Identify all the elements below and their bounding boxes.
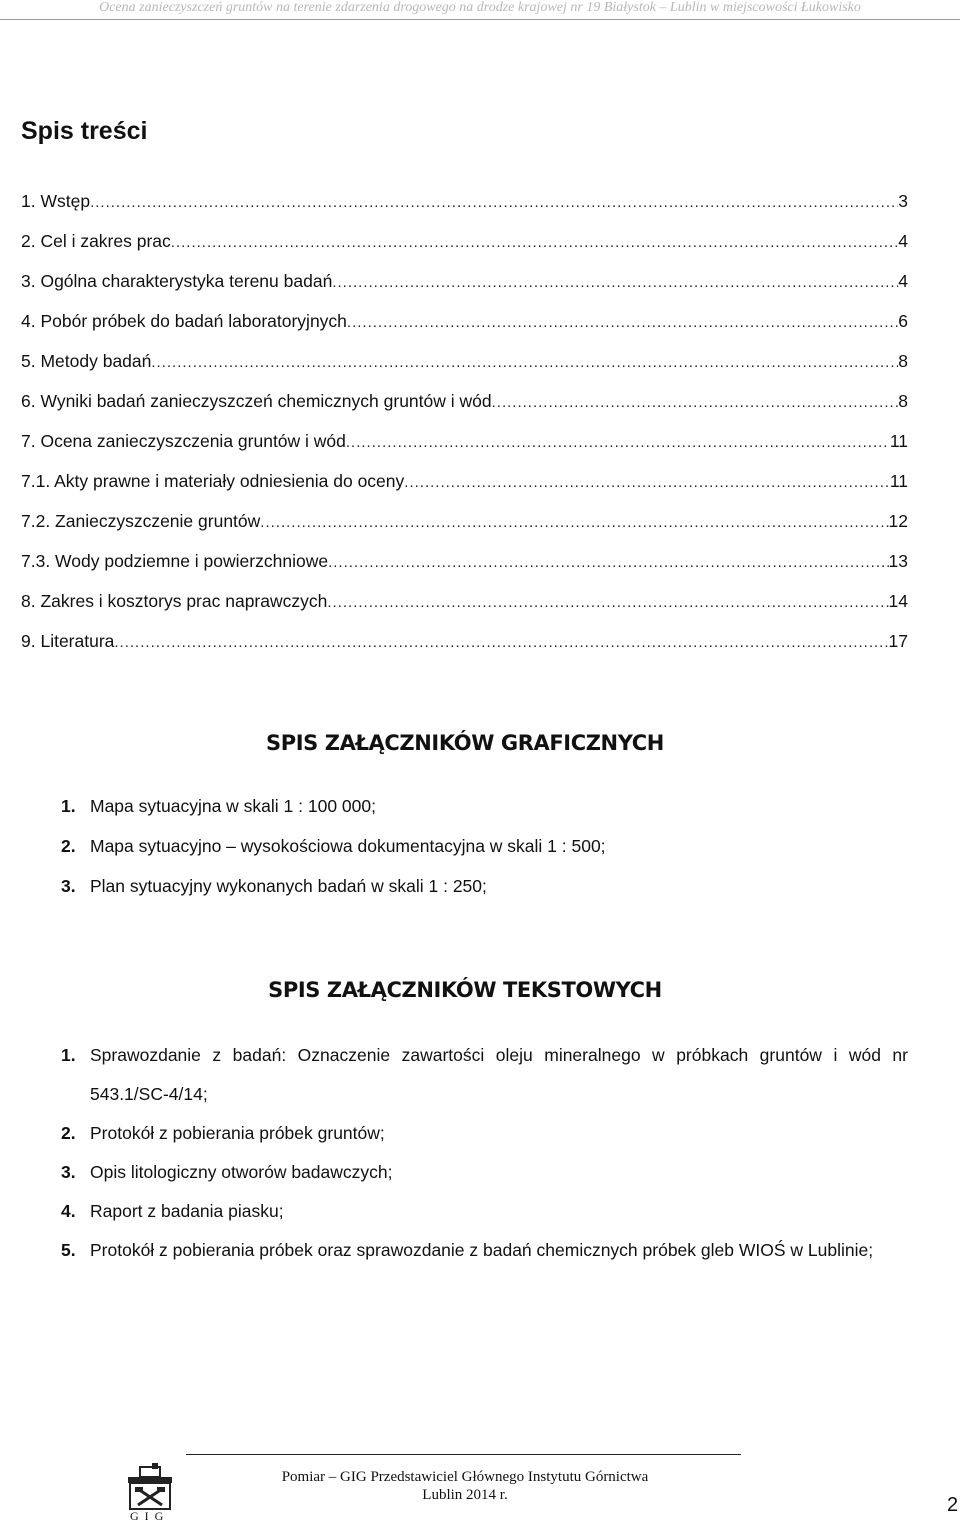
- footer-divider: [186, 1454, 741, 1455]
- list-item-text: Mapa sytuacyjno – wysokościowa dokumentacyjna w skali 1 : 500;: [90, 836, 606, 856]
- toc-entry-4[interactable]: [21, 304, 908, 344]
- toc-entry-7-2[interactable]: [21, 504, 908, 544]
- toc-title: Spis treści: [21, 117, 148, 145]
- graphic-attachments-list: [63, 789, 908, 909]
- toc-entry-page: 3: [898, 191, 908, 211]
- graphic-attachments-title: SPIS ZAŁĄCZNIKÓW GRAFICZNYCH: [266, 731, 664, 755]
- toc-entry-label: 1. Wstęp: [21, 191, 91, 211]
- toc-leader-dots: [114, 626, 888, 660]
- footer-place-date: Lublin 2014 r.: [422, 1487, 508, 1503]
- list-item-number: 2.: [61, 836, 76, 856]
- list-item: [63, 829, 908, 869]
- toc-entry-9[interactable]: [21, 624, 908, 664]
- toc-leader-dots: [171, 226, 898, 260]
- toc-entry-label: 7.2. Zanieczyszczenie gruntów: [21, 511, 261, 531]
- list-item: [63, 1153, 908, 1192]
- running-header: Ocena zanieczyszczeń gruntów na terenie zdarzenia drogowego na drodze krajowej nr 19 Białystok – Lublin w miejscowości Łukowisko: [99, 0, 861, 15]
- text-attachments-title: SPIS ZAŁĄCZNIKÓW TEKSTOWYCH: [268, 978, 662, 1002]
- toc-entry-page: 11: [889, 471, 908, 491]
- toc-entry-label: 5. Metody badań: [21, 351, 152, 371]
- toc-entry-page: 12: [888, 511, 908, 531]
- toc-entry-page: 11: [889, 431, 908, 451]
- list-item-number: 1.: [61, 796, 76, 816]
- toc-entry-7[interactable]: [21, 424, 908, 464]
- toc-entry-label: 6. Wyniki badań zanieczyszczeń chemicznych gruntów i wód: [21, 391, 492, 411]
- list-item: [63, 1231, 908, 1270]
- header-divider: [0, 19, 960, 20]
- toc-entry-label: 7.1. Akty prawne i materiały odniesienia do oceny: [21, 471, 405, 491]
- toc-entry-7-1[interactable]: [21, 464, 908, 504]
- footer-organization: Pomiar – GIG Przedstawiciel Głównego Instytutu Górnictwa: [281, 1469, 649, 1485]
- toc-leader-dots: [260, 506, 888, 540]
- toc-entry-label: 2. Cel i zakres prac: [21, 231, 171, 251]
- toc-leader-dots: [492, 386, 899, 420]
- toc-entry-label: 3. Ogólna charakterystyka terenu badań: [21, 271, 333, 291]
- toc-entry-5[interactable]: [21, 344, 908, 384]
- toc-entry-3[interactable]: [21, 264, 908, 304]
- toc-leader-dots: [90, 186, 898, 220]
- toc-entry-8[interactable]: [21, 584, 908, 624]
- toc-entry-page: 8: [898, 351, 908, 371]
- toc-entry-page: 8: [898, 391, 908, 411]
- toc-entry-label: 8. Zakres i kosztorys prac naprawczych: [21, 591, 328, 611]
- toc-entry-page: 14: [888, 591, 908, 611]
- toc-leader-dots: [346, 426, 890, 460]
- toc-entry-page: 13: [888, 551, 908, 571]
- toc-entry-label: 7.3. Wody podziemne i powierzchniowe: [21, 551, 329, 571]
- list-item-number: 4.: [61, 1201, 76, 1221]
- list-item-text: Opis litologiczny otworów badawczych;: [90, 1162, 393, 1182]
- page-number: 2: [947, 1494, 959, 1516]
- list-item-text: Sprawozdanie z badań: Oznaczenie zawartości oleju mineralnego w próbkach gruntów i wód nr 543.1/SC-4/14;: [90, 1045, 908, 1104]
- toc-entry-2[interactable]: [21, 224, 908, 264]
- list-item: [63, 869, 908, 909]
- toc-leader-dots: [347, 306, 898, 340]
- list-item-text: Plan sytuacyjny wykonanych badań w skali 1 : 250;: [90, 876, 487, 896]
- toc-leader-dots: [151, 346, 898, 380]
- toc-entry-6[interactable]: [21, 384, 908, 424]
- list-item: [63, 789, 908, 829]
- toc-entry-label: 4. Pobór próbek do badań laboratoryjnych: [21, 311, 347, 331]
- toc-entry-page: 6: [898, 311, 908, 331]
- toc-entry-page: 17: [888, 631, 908, 651]
- list-item: [63, 1114, 908, 1153]
- toc-entry-page: 4: [898, 271, 908, 291]
- logo-text: GIG: [130, 1509, 170, 1523]
- toc-entry-label: 7. Ocena zanieczyszczenia gruntów i wód: [21, 431, 346, 451]
- list-item-text: Protokół z pobierania próbek gruntów;: [90, 1123, 385, 1143]
- toc-entry-page: 4: [898, 231, 908, 251]
- toc-leader-dots: [404, 466, 890, 500]
- list-item-text: Raport z badania piasku;: [90, 1201, 284, 1221]
- list-item-number: 2.: [61, 1123, 76, 1143]
- table-of-contents: [21, 184, 908, 664]
- toc-leader-dots: [327, 586, 888, 620]
- list-item: [63, 1192, 908, 1231]
- list-item-text: Protokół z pobierania próbek oraz sprawozdanie z badań chemicznych próbek gleb WIOŚ w Lublinie;: [90, 1240, 874, 1260]
- toc-entry-7-3[interactable]: [21, 544, 908, 584]
- toc-leader-dots: [332, 266, 898, 300]
- list-item-text: Mapa sytuacyjna w skali 1 : 100 000;: [90, 796, 376, 816]
- toc-entry-label: 9. Literatura: [21, 631, 115, 651]
- toc-leader-dots: [328, 546, 888, 580]
- list-item: [63, 1036, 908, 1114]
- list-item-number: 3.: [61, 1162, 76, 1182]
- list-item-number: 5.: [61, 1240, 76, 1260]
- list-item-number: 1.: [61, 1045, 76, 1065]
- list-item-number: 3.: [61, 876, 76, 896]
- toc-entry-1[interactable]: [21, 184, 908, 224]
- text-attachments-list: [63, 1036, 908, 1270]
